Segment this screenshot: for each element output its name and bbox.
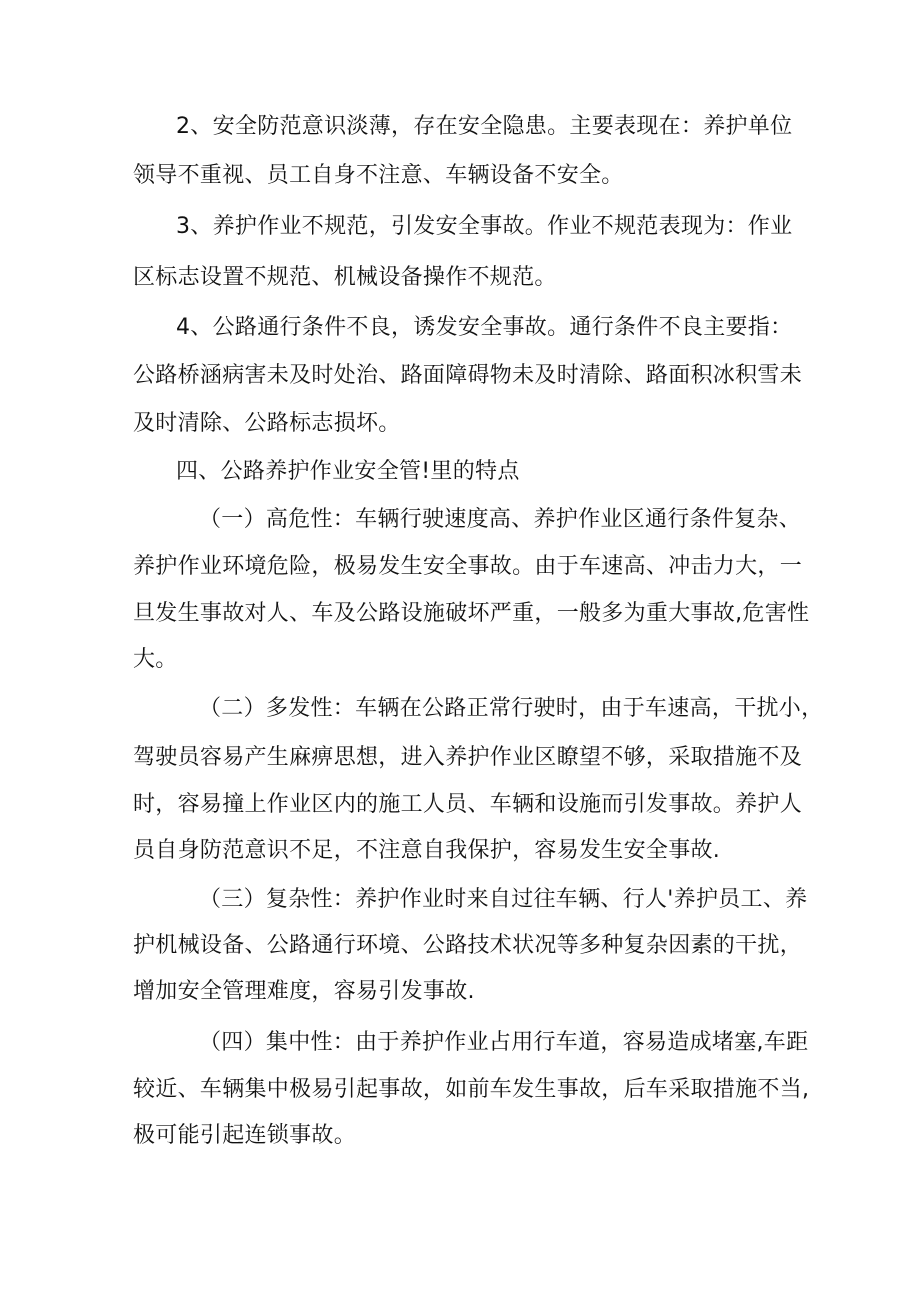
item-4-line-3: 及时清除、公路标志损坏。 — [133, 411, 401, 436]
feature-2-line-4: 员自身防范意识不足，不注意自我保护，容易发生安全事故. — [133, 838, 721, 863]
feature-1-line-1: （一）高危性：车辆行驶速度高、养护作业区通行条件复杂、 — [199, 507, 802, 532]
feature-4-line-3: 极可能引起连锁事故。 — [133, 1123, 357, 1148]
item-2-line-2: 领导不重视、员工自身不注意、车辆设备不安全。 — [133, 163, 624, 188]
feature-2-line-3: 时，容易撞上作业区内的施工人员、车辆和设施而引发事故。养护人 — [133, 792, 803, 817]
feature-1-line-3: 旦发生事故对人、车及公路设施破坏严重，一般多为重大事故,危害性 — [133, 601, 810, 626]
item-3-line-2: 区标志设置不规范、机械设备操作不规范。 — [133, 265, 557, 290]
item-4-line-2: 公路桥涵病害未及时处治、路面障碍物未及时清除、路面积冰积雪未 — [133, 363, 803, 388]
feature-1-line-2: 养护作业环境危险，极易发生安全事故。由于车速高、冲击力大，一 — [133, 554, 803, 579]
feature-4-line-1: （四）集中性：由于养护作业占用行车道，容易造成堵塞,车距 — [199, 1030, 809, 1055]
feature-4-line-2: 较近、车辆集中极易引起事故，如前车发生事故，后车采取措施不当, — [133, 1077, 810, 1102]
item-2-line-1: 2、安全防范意识淡薄，存在安全隐患。主要表现在：养护单位 — [176, 114, 793, 139]
feature-2-line-2: 驾驶员容易产生麻痹思想，进入养护作业区瞭望不够，采取措施不及 — [133, 745, 803, 770]
feature-2-line-1: （二）多发性：车辆在公路正常行驶时，由于车速高，干扰小， — [199, 696, 824, 721]
feature-1-line-4: 大。 — [133, 647, 178, 672]
feature-3-line-3: 增加安全管理难度，容易引发事故. — [133, 979, 475, 1004]
item-4-line-1: 4、公路通行条件不良，诱发安全事故。通行条件不良主要指： — [176, 315, 793, 340]
feature-3-line-1: （三）复杂性：养护作业时来自过往车辆、行人'养护员工、养 — [199, 887, 808, 912]
item-3-line-1: 3、养护作业不规范，引发安全事故。作业不规范表现为：作业 — [176, 214, 793, 239]
section-4-heading: 四、公路养护作业安全管!里的特点 — [176, 459, 520, 484]
feature-3-line-2: 护机械设备、公路通行环境、公路技术状况等多种复杂因素的干扰， — [133, 933, 803, 958]
